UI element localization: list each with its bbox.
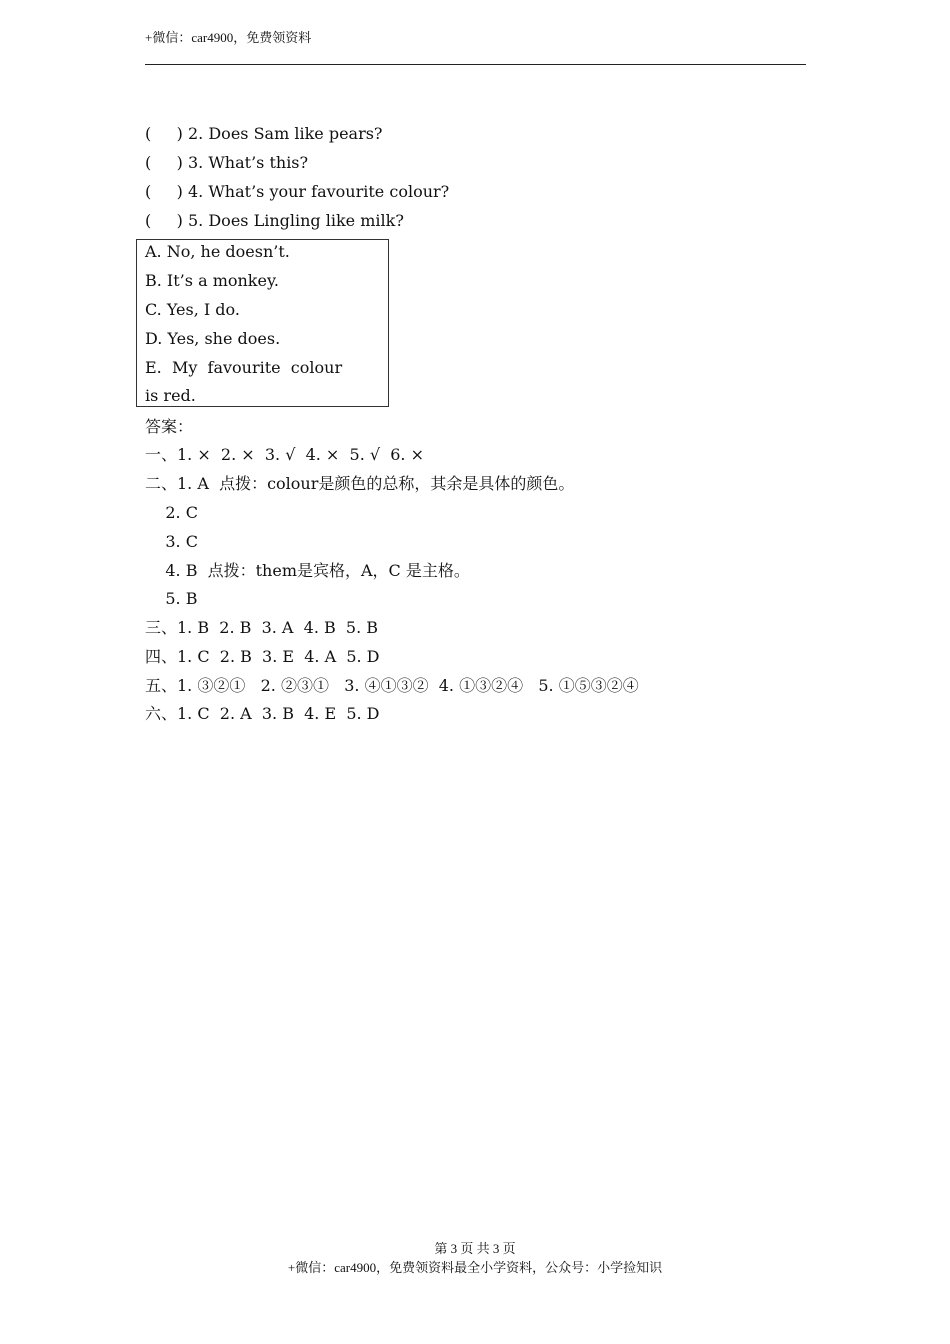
answers-title: 答案： [145, 417, 194, 436]
answer-line: 四、1. C 2. B 3. E 4. A 5. D [145, 647, 380, 666]
question-4: ( ) 4. What’s your favourite colour? [145, 182, 450, 201]
answer-line: 六、1. C 2. A 3. B 4. E 5. D [145, 704, 380, 723]
option-b: B. It’s a monkey. [145, 271, 279, 290]
answer-line: 五、1. ③②① 2. ②③① 3. ④①③② 4. ①③②④ 5. ①⑤③②④ [145, 676, 639, 695]
answer-line: 3. C [145, 532, 198, 551]
question-2: ( ) 2. Does Sam like pears? [145, 124, 383, 143]
option-c: C. Yes, I do. [145, 300, 240, 319]
footer-note: +微信：car4900，免费领资料最全小学资料，公众号：小学捡知识 [287, 1260, 663, 1275]
option-d: D. Yes, she does. [145, 329, 281, 348]
answer-line: 三、1. B 2. B 3. A 4. B 5. B [145, 618, 379, 637]
answer-line: 一、1. × 2. × 3. √ 4. × 5. √ 6. × [145, 445, 424, 464]
option-e-continued: is red. [145, 386, 196, 405]
header-divider [145, 64, 806, 65]
page-header: +微信：car4900，免费领资料 [145, 30, 312, 45]
answer-line: 4. B 点拨：them是宾格，A，C 是主格。 [145, 561, 470, 580]
options-box [136, 239, 389, 407]
question-3: ( ) 3. What’s this? [145, 153, 309, 172]
option-e: E. My favourite colour [145, 358, 343, 377]
question-5: ( ) 5. Does Lingling like milk? [145, 211, 404, 230]
option-a: A. No, he doesn’t. [145, 242, 290, 261]
page-number: 第 3 页 共 3 页 [434, 1241, 516, 1256]
answer-line: 2. C [145, 503, 198, 522]
answer-line: 二、1. A 点拨：colour是颜色的总称，其余是具体的颜色。 [145, 474, 575, 493]
answer-line: 5. B [145, 589, 198, 608]
